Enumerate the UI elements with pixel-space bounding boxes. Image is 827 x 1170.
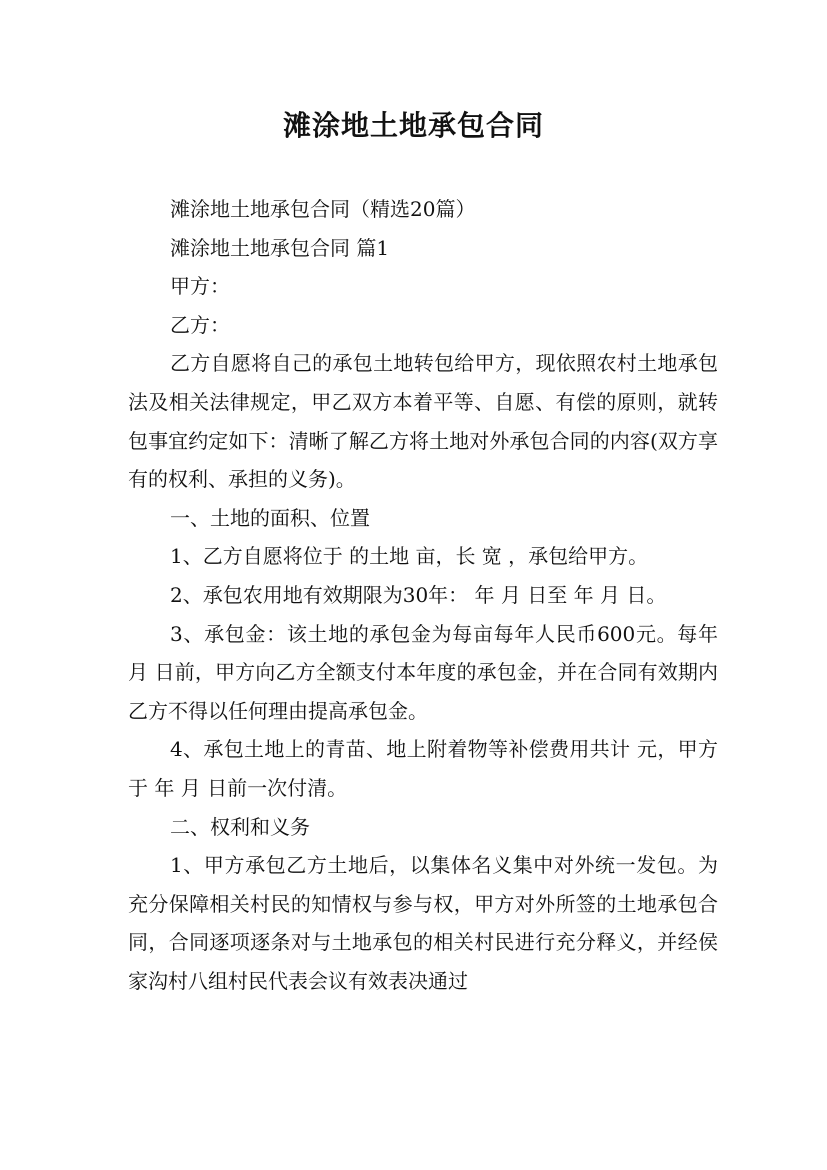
paragraph-heading-rights: 二、权利和义务	[170, 814, 310, 839]
paragraph-clause-4: 4、承包土地上的青苗、地上附着物等补偿费用共计 元，甲方于 年 月 日前一次付清。	[128, 737, 718, 800]
paragraph-clause-3: 3、承包金：该土地的承包金为每亩每年人民币600元。每年 月 日前，甲方向乙方全额支付本年度的承包金，并在合同有效期内乙方不得以任何理由提高承包金。	[128, 621, 718, 723]
document-body	[128, 190, 718, 1000]
paragraph-party-a: 甲方：	[170, 274, 230, 299]
paragraph-preamble: 乙方自愿将自己的承包土地转包给甲方，现依照农村土地承包法及相关法律规定，甲乙双方本着平等、自愿、有偿的原则，就转包事宜约定如下：清晰了解乙方将土地对外承包合同的内容(双方享有的权利、承担的义务)。	[128, 351, 718, 492]
paragraph-section-heading: 滩涂地土地承包合同 篇1	[170, 235, 390, 260]
paragraph-party-b: 乙方：	[170, 312, 230, 337]
document-title: 滩涂地土地承包合同	[282, 109, 544, 142]
paragraph-rights-1: 1、甲方承包乙方土地后，以集体名义集中对外统一发包。为充分保障相关村民的知情权与参与权，甲方对外所签的土地承包合同，合同逐项逐条对与土地承包的相关村民进行充分释义，并经侯家沟村八组村民代表会议有效表决通过	[128, 853, 718, 993]
paragraph-heading-land: 一、土地的面积、位置	[170, 505, 370, 530]
paragraph-subtitle: 滩涂地土地承包合同（精选20篇）	[170, 197, 476, 221]
paragraph-clause-1: 1、乙方自愿将位于 的土地 亩，长 宽 ，承包给甲方。	[170, 544, 649, 569]
paragraph-clause-2: 2、承包农用地有效期限为30年： 年 月 日至 年 月 日。	[170, 582, 667, 607]
